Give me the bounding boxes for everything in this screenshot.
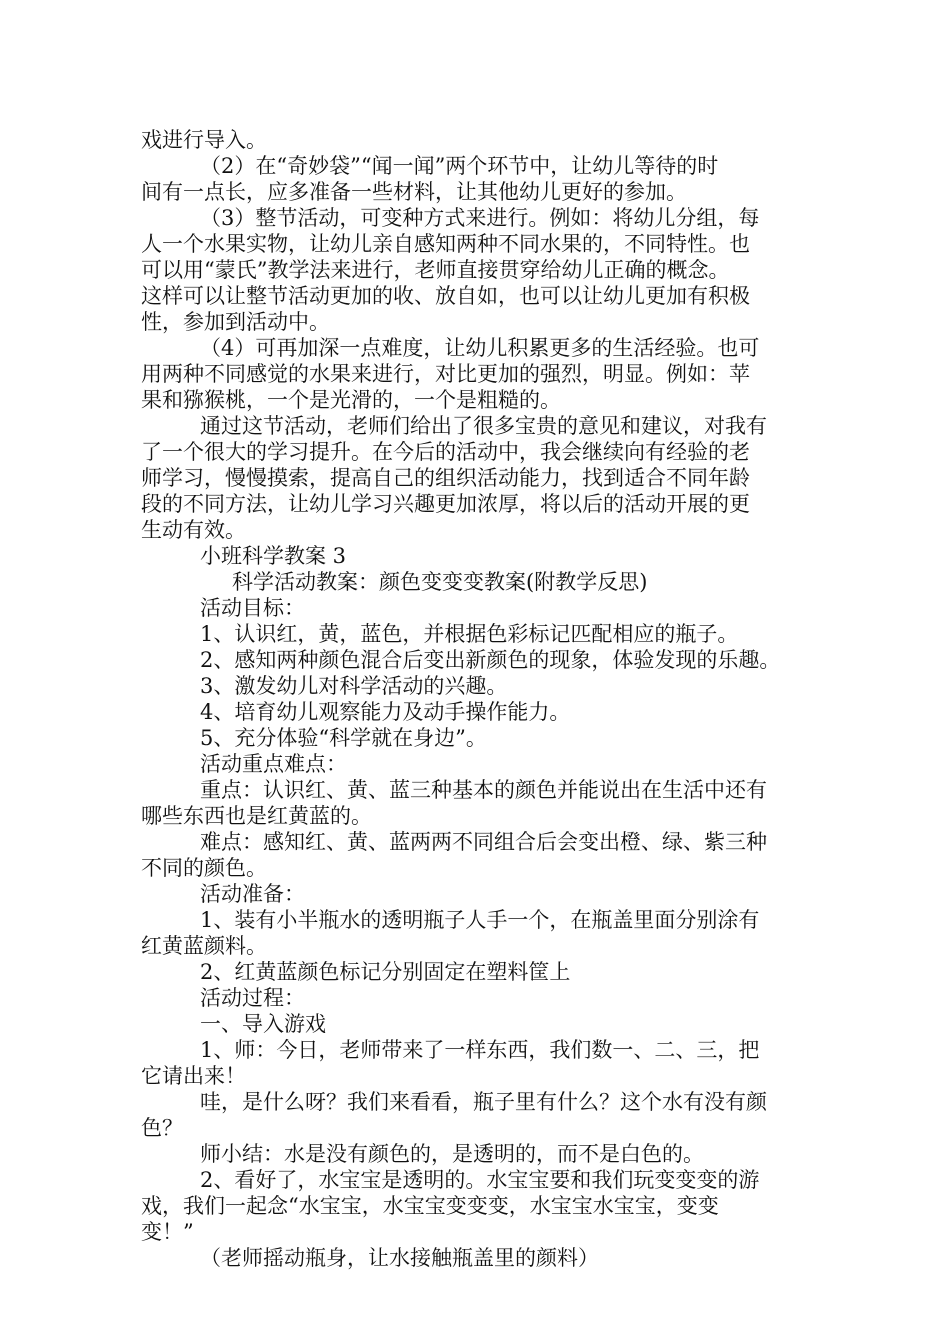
text-line: 它请出来！ — [141, 1064, 246, 1088]
text-line: 活动目标： — [200, 596, 305, 620]
text-line: 用两种不同感觉的水果来进行，对比更加的强烈，明显。例如：苹 — [141, 362, 750, 386]
text-line: 2、看好了，水宝宝是透明的。水宝宝要和我们玩变变变的游 — [200, 1168, 760, 1192]
text-line: 2、感知两种颜色混合后变出新颜色的现象，体验发现的乐趣。 — [200, 648, 781, 672]
text-line: 人一个水果实物，让幼儿亲自感知两种不同水果的，不同特性。也 — [141, 232, 750, 256]
text-line: 1、装有小半瓶水的透明瓶子人手一个，在瓶盖里面分别涂有 — [200, 908, 760, 932]
text-line: 了一个很大的学习提升。在今后的活动中，我会继续向有经验的老 — [141, 440, 750, 464]
text-line: 戏，我们一起念“水宝宝，水宝宝变变变，水宝宝水宝宝，变变 — [141, 1194, 719, 1218]
text-line: 通过这节活动，老师们给出了很多宝贵的意见和建议，对我有 — [200, 414, 767, 438]
text-line: 可以用“蒙氏”教学法来进行，老师直接贯穿给幼儿正确的概念。 — [141, 258, 730, 282]
text-line: 间有一点长，应多准备一些材料，让其他幼儿更好的参加。 — [141, 180, 687, 204]
text-line: （3）整节活动，可变种方式来进行。例如：将幼儿分组，每 — [200, 206, 760, 230]
text-line: 4、培育幼儿观察能力及动手操作能力。 — [200, 700, 571, 724]
text-line: 5、充分体验“科学就在身边”。 — [200, 726, 487, 750]
text-line: 不同的颜色。 — [141, 856, 267, 880]
text-line: 难点：感知红、黄、蓝两两不同组合后会变出橙、绿、紫三种 — [200, 830, 767, 854]
text-line: 哇，是什么呀？我们来看看，瓶子里有什么？这个水有没有颜 — [200, 1090, 767, 1114]
section-heading: 小班科学教案 3 — [200, 544, 347, 568]
text-line: 1、师：今日，老师带来了一样东西，我们数一、二、三，把 — [200, 1038, 760, 1062]
text-line: 2、红黄蓝颜色标记分别固定在塑料筐上 — [200, 960, 571, 984]
text-line: （2）在“奇妙袋”“闻一闻”两个环节中，让幼儿等待的时 — [200, 154, 719, 178]
text-line: 重点：认识红、黄、蓝三种基本的颜色并能说出在生活中还有 — [200, 778, 767, 802]
text-line: 红黄蓝颜料。 — [141, 934, 267, 958]
text-line: 这样可以让整节活动更加的收、放自如，也可以让幼儿更加有积极 — [141, 284, 750, 308]
text-line: 师小结：水是没有颜色的，是透明的，而不是白色的。 — [200, 1142, 704, 1166]
text-line: （老师摇动瓶身，让水接触瓶盖里的颜料） — [200, 1246, 599, 1270]
text-line: 性，参加到活动中。 — [141, 310, 330, 334]
text-line: 果和猕猴桃，一个是光滑的，一个是粗糙的。 — [141, 388, 561, 412]
text-line: 活动重点难点： — [200, 752, 347, 776]
text-line: 段的不同方法，让幼儿学习兴趣更加浓厚，将以后的活动开展的更 — [141, 492, 750, 516]
text-line: 1、认识红，黄，蓝色，并根据色彩标记匹配相应的瓶子。 — [200, 622, 739, 646]
text-line: 变！” — [141, 1220, 194, 1244]
text-line: 哪些东西也是红黄蓝的。 — [141, 804, 372, 828]
text-line: 一、导入游戏 — [200, 1012, 326, 1036]
lesson-title: 科学活动教案：颜色变变变教案(附教学反思) — [232, 570, 648, 594]
text-line: 师学习，慢慢摸索，提高自己的组织活动能力，找到适合不同年龄 — [141, 466, 750, 490]
text-line: （4）可再加深一点难度，让幼儿积累更多的生活经验。也可 — [200, 336, 760, 360]
text-line: 生动有效。 — [141, 518, 246, 542]
text-line: 活动过程： — [200, 986, 305, 1010]
text-line: 色？ — [141, 1116, 183, 1140]
text-line: 3、激发幼儿对科学活动的兴趣。 — [200, 674, 508, 698]
text-line: 戏进行导入。 — [141, 128, 267, 152]
text-line: 活动准备： — [200, 882, 305, 906]
